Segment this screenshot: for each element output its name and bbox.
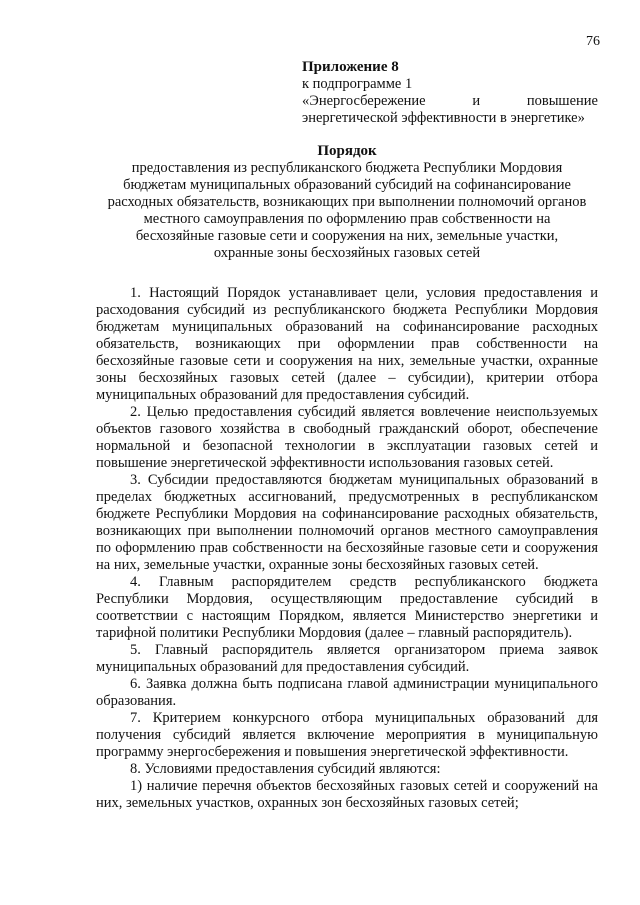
appendix-line-3: энергетической эффективности в энергетике» — [302, 110, 585, 126]
document-body — [96, 285, 598, 812]
paragraph-8: 8. Условиями предоставления субсидий являются: — [130, 761, 441, 777]
subtitle-line: бесхозяйные газовые сети и сооружения на них, земельные участки, — [135, 228, 559, 244]
paragraph-2: 2. Целью предоставления субсидий является вовлечение неиспользуемых объектов газового хозяйства в свободный гражданский оборот, обеспечение нормальной и безопасной технологии в эксплуатации газовых сетей и повышение энергетической эффективности использования газовых сетей. — [96, 404, 598, 471]
appendix-header — [302, 58, 598, 127]
paragraph-4: 4. Главным распорядителем средств республиканского бюджета Республики Мордовия, осуществляющим предоставление субсидий в соответствии с настоящим Порядком, является Министерство энергетики и тарифной политики Республики Мордовия (далее – главный распорядитель). — [96, 574, 598, 641]
paragraph-5: 5. Главный распорядитель является организатором приема заявок муниципальных образований для предоставления субсидий. — [96, 642, 598, 675]
subtitle-line: охранные зоны бесхозяйных газовых сетей — [213, 245, 481, 261]
paragraph-3: 3. Субсидии предоставляются бюджетам муниципальных образований в пределах бюджетных ассигнований, предусмотренных в республиканском бюджете Республики Мордовия на софинансирование расходных обязательств, возникающих при выполнении полномочий органов местного самоуправления по оформлению прав собственности на бесхозяйные газовые сети и сооружения на них, земельные участки, охранные зоны бесхозяйных газовых сетей. — [96, 472, 598, 573]
paragraph-7: 7. Критерием конкурсного отбора муниципальных образований для получения субсидий является включение мероприятия в муниципальную программу энергосбережения и повышения энергетической эффективности. — [96, 710, 598, 760]
appendix-line-1: к подпрограмме 1 — [302, 76, 413, 92]
paragraph-1: 1. Настоящий Порядок устанавливает цели, условия предоставления и расходования субсидий из республиканского бюджета Республики Мордовия бюджетам муниципальных образований на софинансирование расходных обязательств, возникающих при оформлении прав собственности на бесхозяйные газовые сети и сооружения на них, земельные участки, охранные зоны бесхозяйных газовых сетей (далее – субсидии), критерии отбора муниципальных образований для предоставления субсидий. — [96, 285, 598, 403]
document-title: Порядок — [317, 143, 377, 159]
page-number: 76 — [586, 34, 600, 49]
subtitle-line: предоставления из республиканского бюджета Республики Мордовия — [131, 160, 563, 176]
subtitle-line: расходных обязательств, возникающих при выполнении полномочий органов — [107, 194, 587, 210]
paragraph-8-item-1: 1) наличие перечня объектов бесхозяйных газовых сетей и сооружений на них, земельных участков, охранных зон бесхозяйных газовых сетей; — [96, 778, 598, 811]
subtitle-line: бюджетам муниципальных образований субсидий на софинансирование — [123, 177, 571, 193]
document-subtitle — [96, 160, 598, 262]
paragraph-6: 6. Заявка должна быть подписана главой администрации муниципального образования. — [96, 676, 598, 709]
appendix-title: Приложение 8 — [302, 59, 399, 75]
subtitle-line: местного самоуправления по оформлению прав собственности на — [143, 211, 551, 227]
appendix-line-2: «Энергосбережение и повышение — [302, 93, 598, 109]
